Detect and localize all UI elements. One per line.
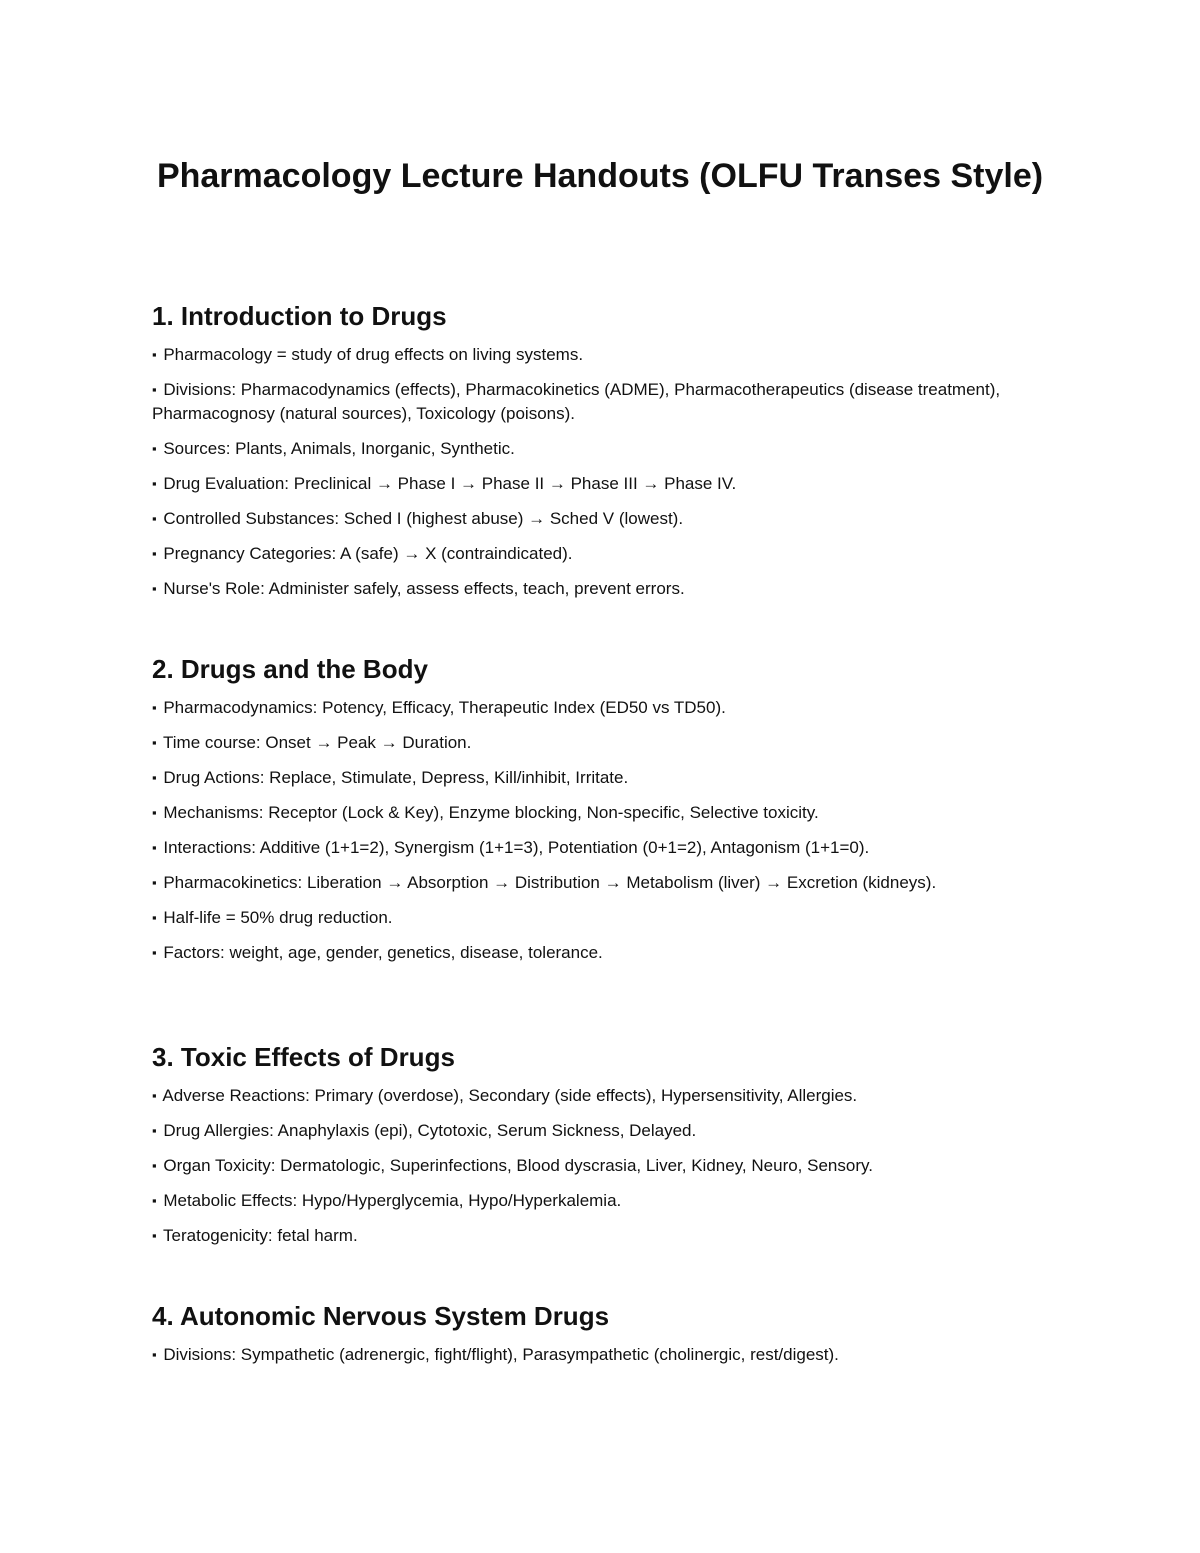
list-item [152,577,1052,601]
list-item-text: Pharmacodynamics: Potency, Efficacy, Therapeutic Index (ED50 vs TD50). [163,698,726,717]
bullet-list [152,1084,1052,1248]
section-heading: 2. Drugs and the Body [152,654,428,684]
bullet-icon: ▪ [152,1193,157,1208]
bullet-icon: ▪ [152,875,157,890]
bullet-icon: ▪ [152,347,157,362]
list-item [152,871,1052,895]
list-item [152,343,1052,367]
list-item [152,507,1052,531]
list-item-text: Organ Toxicity: Dermatologic, Superinfections, Blood dyscrasia, Liver, Kidney, Neuro, Sensory. [163,1156,873,1175]
list-item [152,472,1052,496]
list-item [152,731,1052,755]
bullet-icon: ▪ [152,1158,157,1173]
bullet-icon: ▪ [152,1347,157,1362]
section-autonomic-nervous-system-drugs [152,1300,1052,1378]
list-item [152,941,1052,965]
list-item-text: Pregnancy Categories: A (safe) → X (contraindicated). [163,544,573,563]
bullet-list [152,696,1052,965]
list-item [152,1189,1052,1213]
list-item [152,906,1052,930]
bullet-icon: ▪ [152,945,157,960]
list-item-text: Pharmacokinetics: Liberation → Absorption → Distribution → Metabolism (liver) → Excretion (kidneys). [163,873,937,892]
bullet-icon: ▪ [152,441,157,456]
bullet-icon: ▪ [152,805,157,820]
list-item-text: Time course: Onset → Peak → Duration. [163,733,472,752]
section-heading: 3. Toxic Effects of Drugs [152,1042,455,1072]
section-heading: 4. Autonomic Nervous System Drugs [152,1301,610,1331]
list-item-text: Controlled Substances: Sched I (highest abuse) → Sched V (lowest). [163,509,684,528]
bullet-icon: ▪ [152,476,157,491]
bullet-icon: ▪ [152,1228,157,1243]
list-item-text: Teratogenicity: fetal harm. [163,1226,358,1245]
bullet-icon: ▪ [152,910,157,925]
list-item-text: Metabolic Effects: Hypo/Hyperglycemia, Hypo/Hyperkalemia. [163,1191,622,1210]
bullet-icon: ▪ [152,840,157,855]
list-item-text: Drug Actions: Replace, Stimulate, Depress, Kill/inhibit, Irritate. [163,768,629,787]
section-toxic-effects-of-drugs [152,1041,1052,1259]
list-item-text: Interactions: Additive (1+1=2), Synergism (1+1=3), Potentiation (0+1=2), Antagonism (1+1=0). [163,838,870,857]
list-item-text: Divisions: Sympathetic (adrenergic, fight/flight), Parasympathetic (cholinergic, rest/digest). [163,1345,839,1364]
list-item-text: Drug Evaluation: Preclinical → Phase I → Phase II → Phase III → Phase IV. [163,474,737,493]
bullet-list [152,1343,1052,1367]
list-item-text: Factors: weight, age, gender, genetics, disease, tolerance. [163,943,603,962]
bullet-icon: ▪ [152,1088,157,1103]
list-item-text: Sources: Plants, Animals, Inorganic, Synthetic. [163,439,515,458]
bullet-icon: ▪ [152,1123,157,1138]
bullet-icon: ▪ [152,770,157,785]
list-item-text: Half-life = 50% drug reduction. [163,908,393,927]
bullet-icon: ▪ [152,511,157,526]
list-item [152,1343,1052,1367]
list-item [152,542,1052,566]
bullet-icon: ▪ [152,382,157,397]
document-title: Pharmacology Lecture Handouts (OLFU Transes Style) [156,157,1044,195]
list-item [152,378,1052,426]
bullet-icon: ▪ [152,581,157,596]
list-item [152,1084,1052,1108]
list-item [152,836,1052,860]
bullet-list [152,343,1052,601]
list-item [152,696,1052,720]
list-item [152,766,1052,790]
bullet-icon: ▪ [152,700,157,715]
bullet-icon: ▪ [152,546,157,561]
list-item-text: Nurse's Role: Administer safely, assess effects, teach, prevent errors. [163,579,685,598]
bullet-icon: ▪ [152,735,157,750]
list-item-text: Mechanisms: Receptor (Lock & Key), Enzyme blocking, Non-specific, Selective toxicity. [163,803,819,822]
section-introduction-to-drugs [152,300,1052,612]
list-item-text: Drug Allergies: Anaphylaxis (epi), Cytotoxic, Serum Sickness, Delayed. [163,1121,697,1140]
list-item [152,1154,1052,1178]
list-item-text: Divisions: Pharmacodynamics (effects), Pharmacokinetics (ADME), Pharmacotherapeutics (disease treatment), Pharmacognosy (natural sources), Toxicology (poisons). [152,380,1001,423]
list-item [152,801,1052,825]
list-item [152,437,1052,461]
list-item [152,1119,1052,1143]
list-item-text: Pharmacology = study of drug effects on living systems. [163,345,584,364]
list-item [152,1224,1052,1248]
section-heading: 1. Introduction to Drugs [152,301,447,331]
section-drugs-and-the-body [152,653,1052,976]
list-item-text: Adverse Reactions: Primary (overdose), Secondary (side effects), Hypersensitivity, Allergies. [162,1086,858,1105]
